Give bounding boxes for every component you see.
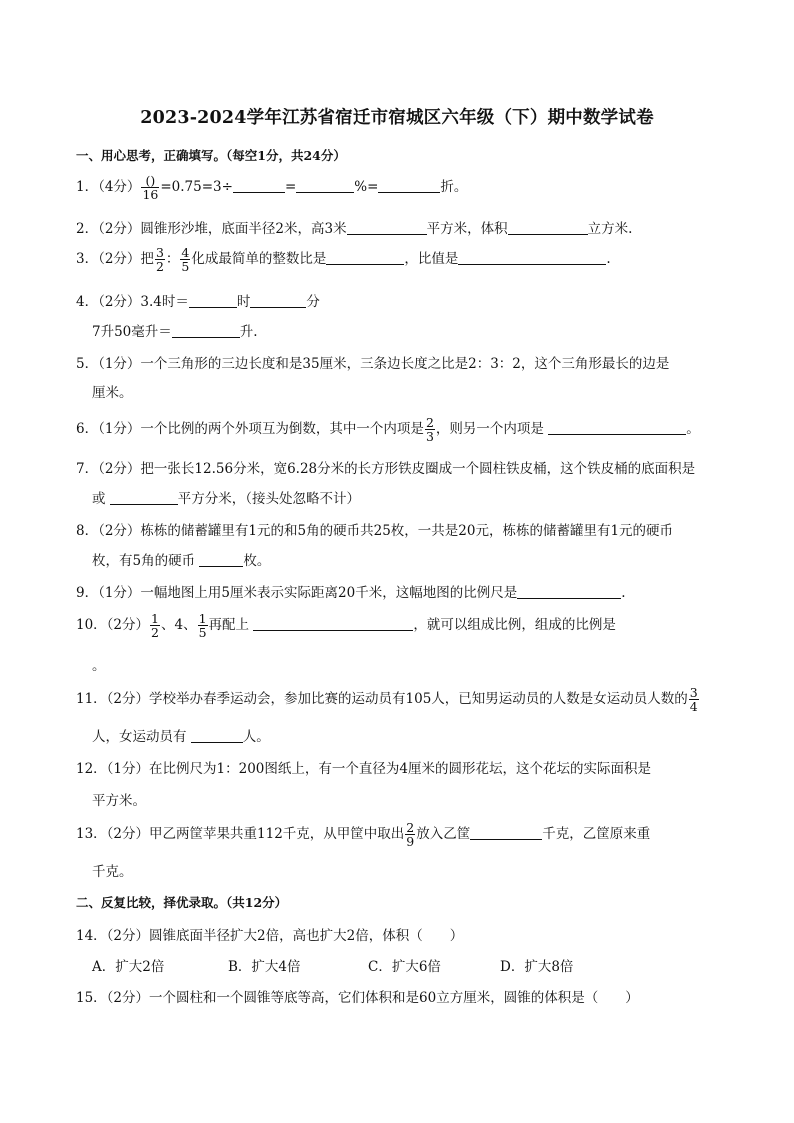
q14-option-c[interactable]: C．扩大6倍: [368, 959, 441, 975]
q14-option-d[interactable]: D．扩大8倍: [500, 959, 574, 975]
q1-denominator: 16: [142, 187, 159, 202]
exam-title: 2023-2024学年江苏省宿迁市宿城区六年级（下）期中数学试卷: [140, 108, 654, 128]
q1-text-4: 折。: [440, 179, 468, 195]
q3-text-2: ，比值是: [404, 251, 459, 267]
q2-text-1: 平方米，体积: [426, 221, 508, 237]
question-13-line-2: [92, 860, 133, 880]
q15-stem: 15．（2分）一个圆柱和一个圆锥等底等高，它们体积和是60立方厘米，圆锥的体积是（ ）: [76, 990, 639, 1006]
q10-f1-denominator: 2: [151, 625, 159, 640]
q7-line2-prefix: 或: [92, 491, 110, 507]
q6-denominator: 3: [425, 429, 434, 444]
q4-blank-2[interactable]: [250, 293, 306, 308]
q13-line-2: 千克。: [92, 864, 133, 880]
q4-text-2: 分: [306, 294, 320, 310]
q6-prefix: 6．（1分）一个比例的两个外项互为倒数，其中一个内项是: [76, 421, 424, 437]
q7-blank[interactable]: [110, 490, 178, 505]
q10-blank[interactable]: [253, 616, 413, 631]
question-7-line-2: [92, 487, 360, 507]
q2-prefix: 2．（2分）圆锥形沙堆，底面半径2米，高3米: [76, 221, 347, 237]
q4-line2-text: 7升50毫升＝: [92, 324, 172, 340]
q3-colon: ：: [165, 251, 180, 267]
q9-blank[interactable]: [517, 584, 621, 599]
q10-f1-numerator: 1: [151, 611, 159, 626]
question-4: [76, 290, 320, 310]
q4-text-1: 时: [236, 294, 251, 310]
q11-prefix: 11．（2分）学校举办春季运动会，参加比赛的运动员有105人，已知男运动员的人数是女运动员人数的: [76, 691, 688, 707]
q13-text-2: 千克，乙筐原来重: [542, 826, 651, 842]
q6-text-1: ，则另一个内项是: [435, 421, 549, 437]
question-11: [76, 686, 700, 713]
question-3: [76, 246, 611, 273]
q10-f2-numerator: 1: [198, 611, 207, 626]
q3-blank-2[interactable]: [458, 250, 606, 265]
q3-text-3: .: [606, 251, 611, 267]
q13-prefix: 13．（2分）甲乙两筐苹果共重112千克，从甲筐中取出: [76, 826, 405, 842]
q3-f1-denominator: 2: [155, 259, 164, 274]
q11-numerator: 3: [689, 685, 698, 700]
section-1-heading: 一、用心思考，正确填写。（每空1分，共24分）: [76, 148, 346, 163]
q14-stem: 14．（2分）圆锥底面半径扩大2倍，高也扩大2倍，体积（ ）: [76, 928, 464, 944]
q3-f2-denominator: 5: [181, 259, 190, 274]
q1-text-3: %=: [354, 179, 379, 195]
q3-blank-1[interactable]: [326, 250, 404, 265]
q13-fraction: [405, 821, 415, 848]
q1-fraction: [141, 174, 159, 201]
q14-option-a[interactable]: A．扩大2倍: [92, 959, 165, 975]
q11-line2-prefix: 人，女运动员有: [92, 729, 191, 745]
question-9: [76, 581, 626, 601]
q3-fraction-2: [180, 246, 190, 273]
q7-line-1: 7．（2分）把一张长12.56分米，宽6.28分米的长方形铁皮圈成一个圆柱铁皮桶，这个铁皮桶的底面积是: [76, 461, 696, 477]
q10-fraction-2: [198, 612, 208, 639]
question-2: [76, 217, 632, 237]
q14-option-b[interactable]: B．扩大4倍: [228, 959, 301, 975]
q2-blank-2[interactable]: [508, 220, 588, 235]
q3-fraction-1: [155, 246, 165, 273]
q12-line-2: 平方米。: [92, 793, 146, 809]
q10-prefix: 10．（2分）: [76, 617, 150, 633]
question-11-line-2: [92, 725, 270, 745]
q13-denominator: 9: [406, 834, 415, 849]
q3-f2-numerator: 4: [181, 245, 190, 260]
q13-blank[interactable]: [470, 825, 542, 840]
question-8: [76, 519, 673, 539]
q8-line2-prefix: 枚，有5角的硬币: [92, 553, 200, 569]
q8-blank[interactable]: [199, 552, 243, 567]
q3-text-1: 化成最简单的整数比是: [191, 251, 327, 267]
q13-numerator: 2: [406, 820, 415, 835]
q1-blank-1[interactable]: [233, 178, 285, 193]
q9-prefix: 9．（1分）一幅地图上用5厘米表示实际距离20千米，这幅地图的比例尺是: [76, 585, 518, 601]
question-8-line-2: [92, 549, 270, 569]
question-14: [76, 924, 463, 944]
q10-f2-denominator: 5: [198, 625, 207, 640]
q4-blank-3[interactable]: [172, 323, 240, 338]
q10-line-2: 。: [92, 658, 106, 674]
q3-f1-numerator: 3: [155, 245, 164, 260]
question-5-line-2: [92, 381, 133, 401]
q8-line-1: 8．（2分）栋栋的储蓄罐里有1元的和5角的硬币共25枚，一共是20元，栋栋的储蓄罐里有1元的硬币: [76, 523, 674, 539]
q6-fraction: [425, 416, 435, 443]
q11-fraction: [689, 686, 699, 713]
q6-numerator: 2: [425, 415, 434, 430]
q14-options: [92, 955, 573, 975]
question-6: [76, 416, 700, 443]
question-1: [76, 174, 467, 201]
q10-fraction-1: [150, 612, 160, 639]
q6-text-2: 。: [686, 421, 700, 437]
q2-text-2: 立方米.: [587, 221, 633, 237]
q2-blank-1[interactable]: [347, 220, 427, 235]
q5-line-1: 5．（1分）一个三角形的三边长度和是35厘米，三条边长度之比是2：3：2，这个三角形最长的边是: [76, 356, 670, 372]
q1-numerator: (): [141, 174, 159, 188]
q9-text-1: .: [621, 585, 626, 601]
q11-blank[interactable]: [191, 728, 243, 743]
q1-text-1: =0.75=3÷: [160, 179, 233, 195]
q10-text-1: 、4、: [160, 617, 197, 633]
q4-blank-1[interactable]: [189, 293, 237, 308]
question-4-line-2: [92, 320, 258, 340]
q8-line2-text: 枚。: [243, 553, 271, 569]
q12-line-1: 12．（1分）在比例尺为1：200图纸上，有一个直径为4厘米的圆形花坛，这个花坛的实际面积是: [76, 761, 651, 777]
question-13: [76, 821, 650, 848]
question-12: [76, 757, 651, 777]
q11-line2-text: 人。: [242, 729, 270, 745]
section-2-heading: 二、反复比较，择优录取。（共12分）: [76, 895, 288, 910]
q13-text-1: 放入乙筐: [416, 826, 471, 842]
question-7: [76, 457, 695, 477]
q4-prefix: 4．（2分）3.4时＝: [76, 294, 189, 310]
question-15: [76, 986, 639, 1006]
question-10: [76, 612, 616, 639]
question-5: [76, 352, 669, 372]
q11-denominator: 4: [689, 699, 698, 714]
q1-text-2: =: [284, 179, 297, 195]
q10-text-3: ，就可以组成比例，组成的比例是: [413, 617, 616, 633]
q4-line2-unit: 升.: [239, 324, 258, 340]
q1-prefix: 1．（4分）: [76, 179, 141, 195]
question-10-line-2: [92, 654, 106, 674]
q6-blank[interactable]: [548, 420, 686, 435]
q7-line2-text: 平方分米，（接头处忽略不计）: [177, 491, 361, 507]
q3-prefix: 3．（2分）把: [76, 251, 154, 267]
q10-text-2: 再配上: [208, 617, 254, 633]
q1-blank-3[interactable]: [378, 178, 440, 193]
question-12-line-2: [92, 789, 146, 809]
q1-blank-2[interactable]: [296, 178, 354, 193]
q5-line-2: 厘米。: [92, 385, 133, 401]
